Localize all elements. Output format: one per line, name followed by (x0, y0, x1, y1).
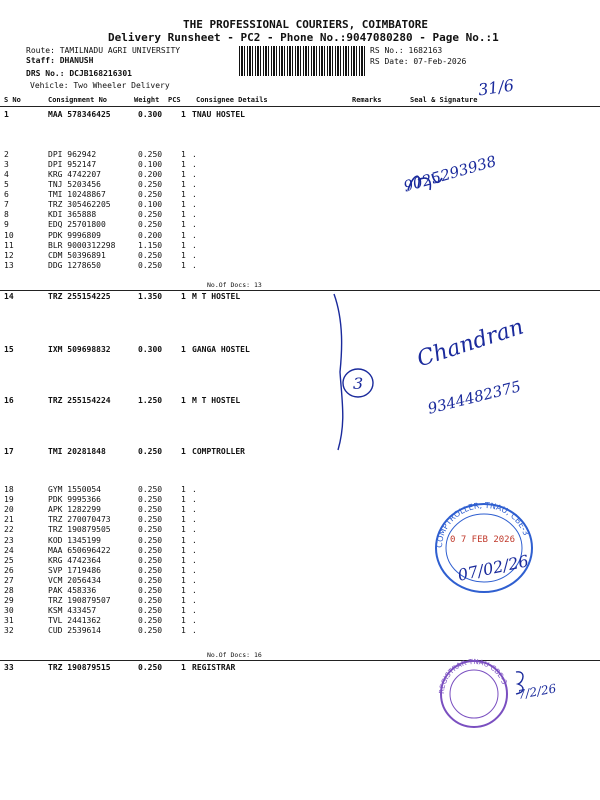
runsheet-title: Delivery Runsheet - PC2 - Phone No.:9047080280 - Page No.:1 (108, 31, 499, 44)
row-consignment: MAA 578346425 (48, 110, 111, 119)
row-sno: 27 (4, 576, 14, 585)
row-pcs: 1 (181, 150, 186, 159)
drs-number: DRS No.: DCJB168216301 (26, 69, 132, 78)
row-consignment: PDK 9996809 (48, 231, 101, 240)
row-consignee: . (192, 210, 197, 219)
row-sno: 9 (4, 220, 9, 229)
row-consignee: . (192, 525, 197, 534)
row-sno: 2 (4, 150, 9, 159)
row-consignee: . (192, 261, 197, 270)
row-sno: 32 (4, 626, 14, 635)
company-title: THE PROFESSIONAL COURIERS, COIMBATORE (183, 18, 429, 31)
row-consignment: TRZ 305462205 (48, 200, 111, 209)
row-consignee: . (192, 515, 197, 524)
row-consignee: . (192, 200, 197, 209)
row-weight: 1.250 (138, 396, 163, 405)
row-weight: 0.250 (138, 220, 163, 229)
staff-label: Staff: DHANUSH (26, 56, 94, 65)
row-weight: 0.250 (138, 515, 163, 524)
row-weight: 0.250 (138, 586, 163, 595)
row-sno: 3 (4, 160, 9, 169)
row-consignee: . (192, 170, 197, 179)
row-consignee: . (192, 626, 197, 635)
row-sno: 17 (4, 447, 14, 456)
row-consignment: TMI 20281848 (48, 447, 106, 456)
row-consignment: TRZ 190879515 (48, 663, 111, 672)
row-weight: 0.250 (138, 150, 163, 159)
row-sno: 24 (4, 546, 14, 555)
row-consignee: . (192, 150, 197, 159)
row-consignee: . (192, 606, 197, 615)
table-row (0, 616, 600, 626)
page-mark-handwritten: 31/6 (476, 75, 516, 100)
row-sno: 14 (4, 292, 14, 301)
row-consignment: DPI 952147 (48, 160, 97, 169)
table-row (0, 200, 600, 210)
table-row (0, 170, 600, 180)
row-consignment: TNJ 5203456 (48, 180, 101, 189)
row-pcs: 1 (181, 663, 186, 672)
date-handwritten-1: 07/02/26 (456, 551, 531, 585)
row-consignee: . (192, 231, 197, 240)
row-sno: 29 (4, 596, 14, 605)
row-sno: 13 (4, 261, 14, 270)
circled-count (340, 365, 380, 401)
row-pcs: 1 (181, 606, 186, 615)
row-pcs: 1 (181, 251, 186, 260)
row-consignee: . (192, 586, 197, 595)
row-consignee: . (192, 180, 197, 189)
row-consignee: . (192, 241, 197, 250)
row-pcs: 1 (181, 525, 186, 534)
phone-handwritten-2: 9344482375 (425, 377, 523, 418)
row-sno: 21 (4, 515, 14, 524)
row-consignee: . (192, 616, 197, 625)
row-consignment: KOD 1345199 (48, 536, 101, 545)
row-weight: 0.250 (138, 190, 163, 199)
row-consignment: KDI 365888 (48, 210, 97, 219)
row-pcs: 1 (181, 556, 186, 565)
row-consignment: BLR 9000312298 (48, 241, 116, 250)
row-pcs: 1 (181, 160, 186, 169)
col-consignee: Consignee Details (196, 96, 268, 104)
row-consignee: . (192, 251, 197, 260)
row-weight: 0.250 (138, 566, 163, 575)
row-weight: 0.250 (138, 210, 163, 219)
circled-number: 3 (353, 374, 364, 393)
row-pcs: 1 (181, 566, 186, 575)
col-sno: S No (4, 96, 21, 104)
row-consignment: TRZ 270070473 (48, 515, 111, 524)
row-consignee: M T HOSTEL (192, 396, 241, 405)
row-consignment: TVL 2441362 (48, 616, 101, 625)
row-pcs: 1 (181, 220, 186, 229)
row-consignee: REGISTRAR (192, 663, 236, 672)
row-sno: 23 (4, 536, 14, 545)
row-weight: 0.100 (138, 200, 163, 209)
row-weight: 0.250 (138, 596, 163, 605)
row-sno: 33 (4, 663, 14, 672)
row-sno: 31 (4, 616, 14, 625)
comptroller-stamp-date: 0 7 FEB 2026 (450, 535, 516, 545)
row-sno: 18 (4, 485, 14, 494)
table-row (0, 606, 600, 616)
section-rule-1 (0, 290, 600, 291)
row-sno: 25 (4, 556, 14, 565)
date-handwritten-2: 7/2/26 (516, 681, 558, 702)
col-weight: Weight (134, 96, 160, 104)
row-weight: 0.250 (138, 495, 163, 504)
table-row (0, 447, 600, 457)
comptroller-stamp (428, 496, 540, 596)
registrar-stamp (436, 658, 512, 730)
row-pcs: 1 (181, 505, 186, 514)
row-consignment: DPI 962942 (48, 150, 97, 159)
row-consignment: TMI 10248867 (48, 190, 106, 199)
col-remarks: Remarks (352, 96, 382, 104)
row-consignee: . (192, 576, 197, 585)
row-consignee: . (192, 190, 197, 199)
table-row (0, 241, 600, 251)
table-row (0, 485, 600, 495)
row-weight: 0.250 (138, 626, 163, 635)
row-consignee: . (192, 556, 197, 565)
col-pcs: PCS (168, 96, 181, 104)
row-weight: 0.250 (138, 546, 163, 555)
row-consignment: DDG 1278650 (48, 261, 101, 270)
row-pcs: 1 (181, 616, 186, 625)
row-weight: 0.250 (138, 536, 163, 545)
table-row (0, 292, 600, 302)
header-rule (0, 106, 600, 107)
row-weight: 0.250 (138, 576, 163, 585)
table-row (0, 180, 600, 190)
row-pcs: 1 (181, 345, 186, 354)
row-sno: 15 (4, 345, 14, 354)
row-weight: 0.250 (138, 525, 163, 534)
row-sno: 30 (4, 606, 14, 615)
phone-handwritten-1: 9025293938 (401, 152, 499, 196)
barcode (239, 46, 367, 76)
row-sno: 16 (4, 396, 14, 405)
row-weight: 1.350 (138, 292, 163, 301)
row-pcs: 1 (181, 110, 186, 119)
registrar-stamp-text: REGISTRAR TNAU CBE-3 (437, 658, 509, 695)
row-pcs: 1 (181, 180, 186, 189)
rs-date: RS Date: 07-Feb-2026 (370, 57, 467, 66)
row-consignment: TRZ 190879507 (48, 596, 111, 605)
col-seal: Seal & Signature (410, 96, 478, 104)
row-consignee: . (192, 505, 197, 514)
row-consignment: TRZ 190879505 (48, 525, 111, 534)
row-sno: 10 (4, 231, 14, 240)
row-sno: 20 (4, 505, 14, 514)
row-consignment: KRG 4742207 (48, 170, 101, 179)
row-sno: 19 (4, 495, 14, 504)
row-consignee: TNAU HOSTEL (192, 110, 245, 119)
row-pcs: 1 (181, 200, 186, 209)
table-row (0, 190, 600, 200)
row-consignee: . (192, 220, 197, 229)
row-sno: 4 (4, 170, 9, 179)
row-consignment: SVP 1719486 (48, 566, 101, 575)
table-row (0, 150, 600, 160)
row-pcs: 1 (181, 576, 186, 585)
comptroller-stamp-text: COMPTROLLER, TNAU, CBE-3 (434, 500, 531, 549)
row-weight: 0.250 (138, 447, 163, 456)
row-consignee: . (192, 566, 197, 575)
row-consignee: . (192, 485, 197, 494)
row-consignment: TRZ 255154225 (48, 292, 111, 301)
row-sno: 22 (4, 525, 14, 534)
row-pcs: 1 (181, 261, 186, 270)
table-row (0, 596, 600, 606)
row-consignment: CDM 50396891 (48, 251, 106, 260)
row-consignment: VCM 2056434 (48, 576, 101, 585)
row-consignee: . (192, 495, 197, 504)
row-weight: 0.300 (138, 345, 163, 354)
row-consignment: TRZ 255154224 (48, 396, 111, 405)
row-consignment: IXM 509698832 (48, 345, 111, 354)
table-row (0, 345, 600, 355)
no-of-docs-1: No.Of Docs: 13 (207, 281, 262, 289)
row-weight: 0.250 (138, 616, 163, 625)
name-handwritten-2: Chandran (414, 314, 527, 373)
row-consignee: . (192, 546, 197, 555)
row-sno: 12 (4, 251, 14, 260)
row-consignee: M T HOSTEL (192, 292, 241, 301)
table-row (0, 210, 600, 220)
row-sno: 26 (4, 566, 14, 575)
row-weight: 0.250 (138, 606, 163, 615)
row-sno: 6 (4, 190, 9, 199)
row-pcs: 1 (181, 536, 186, 545)
row-consignee: . (192, 160, 197, 169)
row-pcs: 1 (181, 170, 186, 179)
no-of-docs-2: No.Of Docs: 16 (207, 651, 262, 659)
row-sno: 28 (4, 586, 14, 595)
row-weight: 0.100 (138, 160, 163, 169)
row-weight: 0.250 (138, 505, 163, 514)
table-row (0, 231, 600, 241)
row-sno: 7 (4, 200, 9, 209)
row-pcs: 1 (181, 515, 186, 524)
row-pcs: 1 (181, 241, 186, 250)
row-sno: 5 (4, 180, 9, 189)
row-pcs: 1 (181, 190, 186, 199)
row-sno: 11 (4, 241, 14, 250)
row-pcs: 1 (181, 596, 186, 605)
row-weight: 0.250 (138, 663, 163, 672)
row-consignee: . (192, 536, 197, 545)
row-pcs: 1 (181, 396, 186, 405)
row-pcs: 1 (181, 292, 186, 301)
row-consignment: GYM 1550054 (48, 485, 101, 494)
table-row (0, 220, 600, 230)
row-consignee: COMPTROLLER (192, 447, 245, 456)
row-pcs: 1 (181, 231, 186, 240)
row-consignment: MAA 650696422 (48, 546, 111, 555)
row-weight: 0.200 (138, 170, 163, 179)
row-weight: 0.250 (138, 485, 163, 494)
row-sno: 8 (4, 210, 9, 219)
table-row (0, 251, 600, 261)
table-row (0, 160, 600, 170)
row-weight: 0.250 (138, 261, 163, 270)
rs-number: RS No.: 1682163 (370, 46, 443, 55)
row-consignment: PDK 9995366 (48, 495, 101, 504)
row-pcs: 1 (181, 495, 186, 504)
vehicle-label: Vehicle: Two Wheeler Delivery (30, 81, 170, 90)
row-consignee: . (192, 596, 197, 605)
row-pcs: 1 (181, 546, 186, 555)
row-pcs: 1 (181, 586, 186, 595)
row-consignment: PAK 458336 (48, 586, 97, 595)
row-pcs: 1 (181, 485, 186, 494)
row-weight: 1.150 (138, 241, 163, 250)
row-consignment: EDQ 25701800 (48, 220, 106, 229)
table-row (0, 110, 600, 120)
row-pcs: 1 (181, 447, 186, 456)
row-consignment: CUD 2539614 (48, 626, 101, 635)
table-row (0, 261, 600, 271)
row-weight: 0.250 (138, 556, 163, 565)
row-pcs: 1 (181, 626, 186, 635)
row-consignment: KRG 4742364 (48, 556, 101, 565)
table-row (0, 626, 600, 636)
row-weight: 0.250 (138, 251, 163, 260)
row-consignment: APK 1282299 (48, 505, 101, 514)
row-consignment: KSM 433457 (48, 606, 97, 615)
col-consignment: Consignment No (48, 96, 108, 104)
row-pcs: 1 (181, 210, 186, 219)
row-weight: 0.250 (138, 180, 163, 189)
row-weight: 0.200 (138, 231, 163, 240)
row-weight: 0.300 (138, 110, 163, 119)
route-label: Route: TAMILNADU AGRI UNIVERSITY (26, 46, 181, 55)
row-consignee: GANGA HOSTEL (192, 345, 250, 354)
row-sno: 1 (4, 110, 9, 119)
